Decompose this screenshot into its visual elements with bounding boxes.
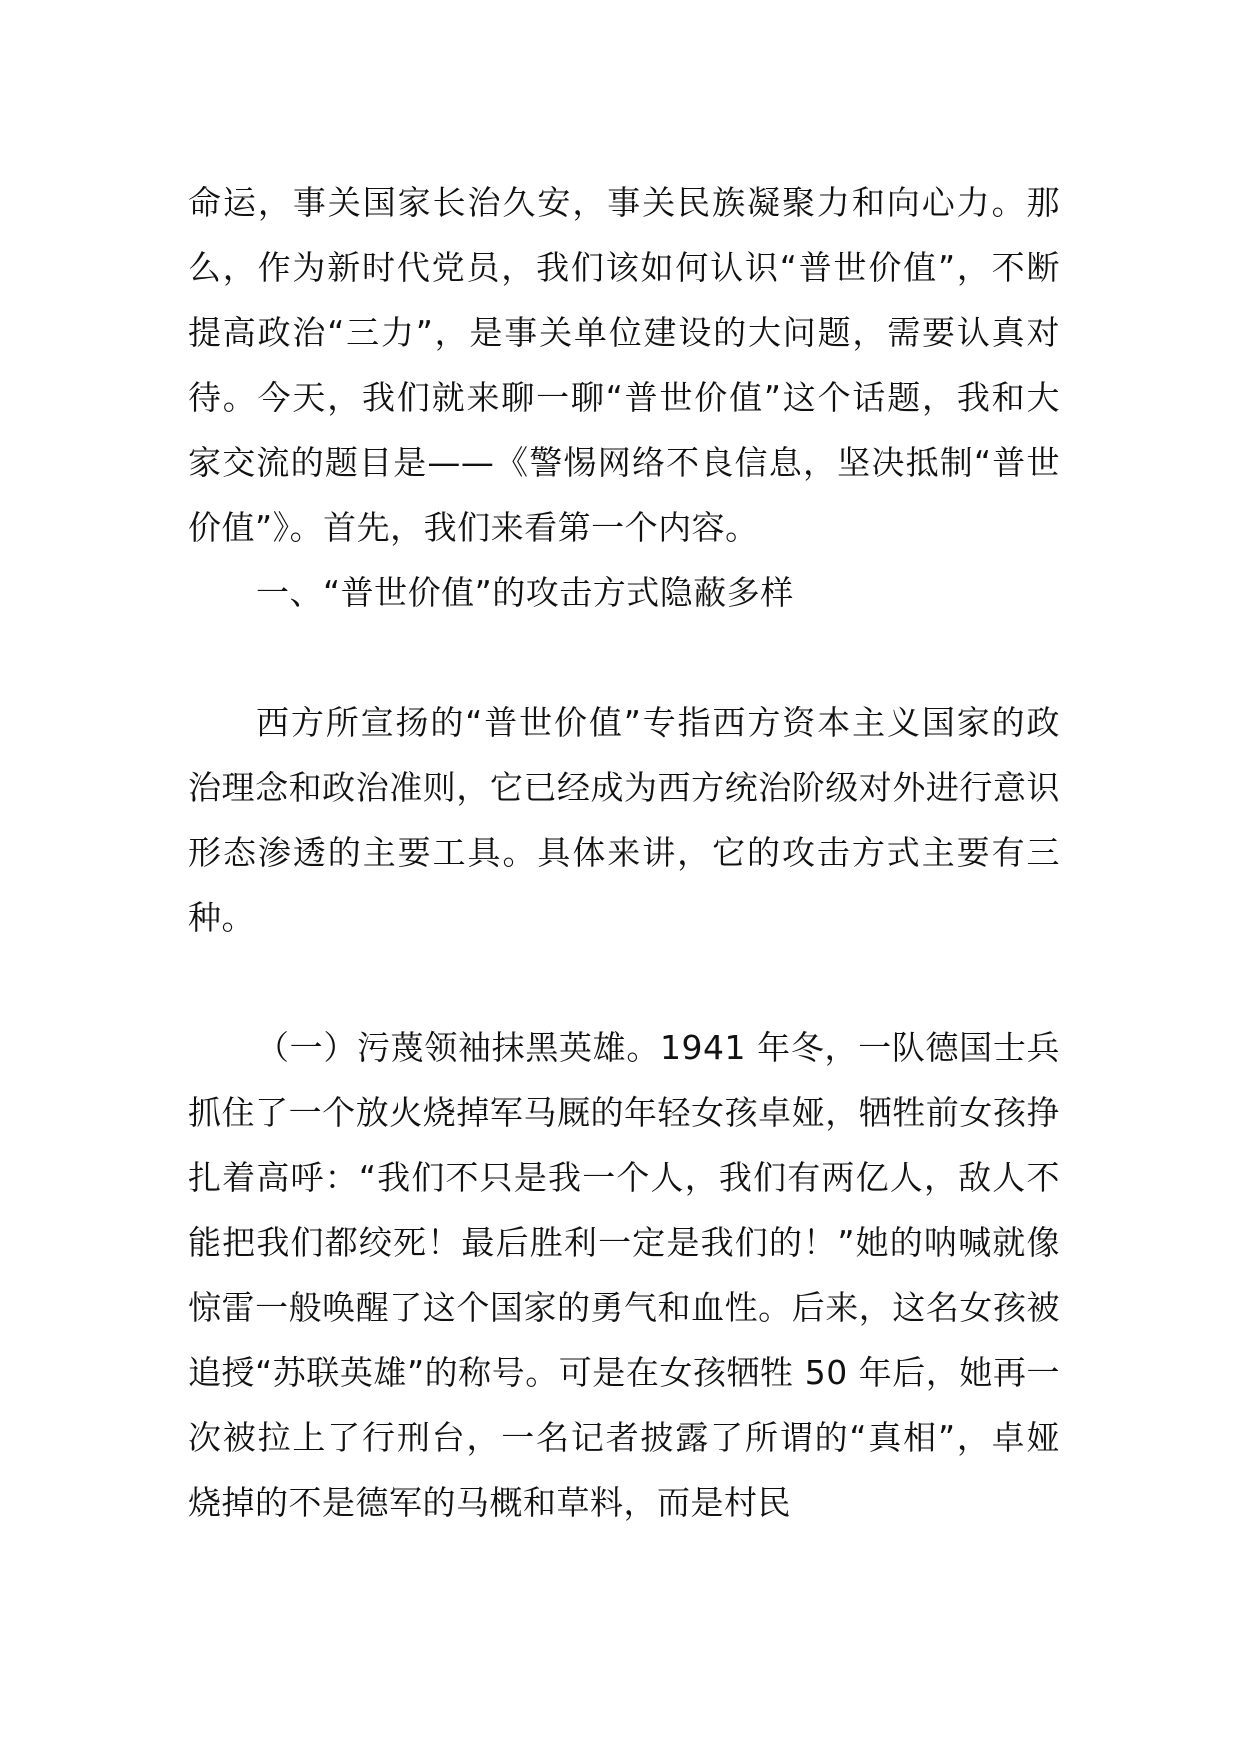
subsection-paragraph: （一）污蔑领袖抹黑英雄。1941 年冬，一队德国士兵抓住了一个放火烧掉军马厩的年轻女孩卓娅，牺牲前女孩挣扎着高呼：“我们不只是我一个人，我们有两亿人，敌人不能把我们都绞死！最后胜利一定是我们的！”她的呐喊就像惊雷一般唤醒了这个国家的勇气和血性。后来，这名女孩被追授“苏联英雄”的称号。可是在女孩牺牲 50 年后，她再一次被拉上了行刑台，一名记者披露了所谓的“真相”，卓娅烧掉的不是德军的马概和草料，而是村民 xyxy=(188,1028,1060,1522)
intro-paragraph: 命运，事关国家长治久安，事关民族凝聚力和向心力。那么，作为新时代党员，我们该如何认识“普世价值”，不断提高政治“三力”，是事关单位建设的大问题，需要认真对待。今天，我们就来聊一聊“普世价值”这个话题，我和大家交流的题目是——《警惕网络不良信息，坚决抵制“普世价值”》。首先，我们来看第一个内容。 xyxy=(188,183,1060,547)
section-paragraph: 西方所宣扬的“普世价值”专指西方资本主义国家的政治理念和政治准则，它已经成为西方统治阶级对外进行意识形态渗透的主要工具。具体来讲，它的攻击方式主要有三种。 xyxy=(188,703,1060,937)
section-heading: 一、“普世价值”的攻击方式隐蔽多样 xyxy=(256,573,794,612)
document-body xyxy=(188,170,1060,1535)
